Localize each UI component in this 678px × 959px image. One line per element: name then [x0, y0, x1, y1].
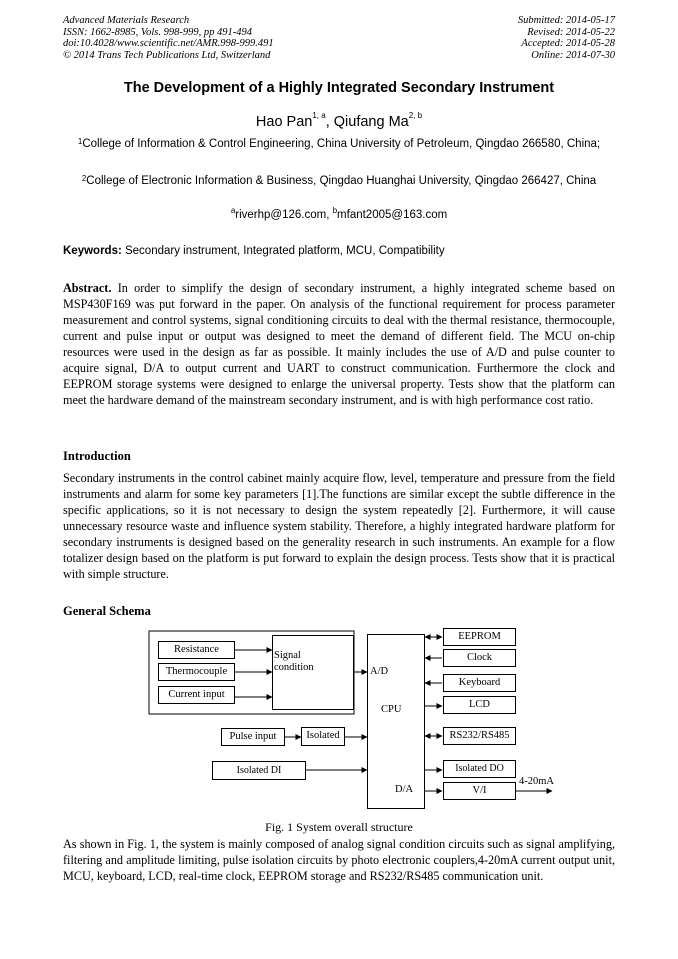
signal-condition-line-2: condition — [274, 662, 314, 673]
submitted-date: Submitted: 2014-05-17 — [517, 15, 615, 26]
current-input-box: Current input — [158, 686, 235, 704]
author-1-sup: 1, a — [312, 111, 326, 120]
da-label: D/A — [395, 784, 414, 795]
figure-caption: Fig. 1 System overall structure — [265, 820, 413, 834]
lcd-box: LCD — [443, 696, 516, 714]
author-1: Hao Pan — [255, 114, 313, 130]
revised-date: Revised: 2014-05-22 — [527, 26, 615, 38]
email-1-sup: a — [230, 206, 236, 215]
paper-title: The Development of a Highly Integrated Secondary Instrument — [123, 80, 555, 96]
eeprom-box: EEPROM — [443, 628, 516, 646]
isolated-do-box: Isolated DO — [443, 760, 516, 778]
output-label: 4-20mA — [519, 776, 554, 787]
vi-box: V/I — [443, 782, 516, 800]
introduction-heading: Introduction — [63, 449, 131, 463]
signal-condition-box — [272, 635, 354, 710]
author-2: Qiufang Ma — [333, 114, 409, 130]
schema-text: As shown in Fig. 1, the system is mainly composed of analog signal condition circuits such as signal amplifying, filtering and amplitude limiting, pulse isolation circuits by photo electronic couplers,4-20mA current output unit, MCU, keyboard, LCD, real-time clock, EEPROM storage and RS232/RS485 communication unit. — [63, 837, 615, 883]
issn: ISSN: 1662-8985, Vols. 998-999, pp 491-494 — [63, 26, 252, 38]
journal-name: Advanced Materials Research — [63, 15, 190, 26]
isolated-box: Isolated — [301, 727, 345, 746]
accepted-date: Accepted: 2014-05-28 — [521, 38, 615, 49]
thermocouple-box: Thermocouple — [158, 663, 235, 681]
cpu-box — [367, 634, 425, 809]
affiliation-2-sup: 2 — [81, 174, 87, 183]
cpu-label: CPU — [381, 704, 402, 715]
email-2-sup: b — [332, 206, 338, 215]
author-separator: , — [325, 114, 334, 130]
introduction-text: Secondary instruments in the control cabinet mainly acquire flow, level, temperature and pressure from the field instruments and alarm for some key parameters [1].The functions are similar except the subtle difference in the specific applications, so it is not necessary to design the system repeatedly [2]. Furthermore, it will cause unnecessary resource waste and influence system stability. Therefore, a highly integrated hardware platform for secondary instruments is designed based on the generality research in such instruments. An example for a flow totalizer design based on the platform is put forward to explain the design process. Tests show that it is practical with simple structure. — [63, 471, 615, 581]
affiliation-2-text: College of Electronic Information & Business, Qingdao Huanghai University, Qingdao 266427, China — [86, 175, 597, 187]
affiliation-1-text: College of Information & Control Engineering, China University of Petroleum, Qingdao 266580, China; — [82, 138, 601, 150]
online-date: Online: 2014-07-30 — [531, 49, 615, 61]
keywords-label: Keywords: — [63, 245, 122, 257]
keywords-text: Secondary instrument, Integrated platform, MCU, Compatibility — [121, 245, 445, 257]
pulse-input-box: Pulse input — [221, 728, 285, 746]
ad-label: A/D — [370, 666, 389, 677]
copyright: © 2014 Trans Tech Publications Ltd, Switzerland — [63, 49, 271, 61]
abstract-label: Abstract. — [63, 281, 112, 295]
resistance-box: Resistance — [158, 641, 235, 659]
email-2: mfant2005@163.com — [337, 209, 448, 221]
signal-condition-line-1: Signal — [274, 650, 301, 661]
rs232-rs485-box: RS232/RS485 — [443, 727, 516, 745]
isolated-di-box: Isolated DI — [212, 761, 306, 780]
doi: doi:10.4028/www.scientific.net/AMR.998-999.491 — [63, 38, 274, 49]
author-2-sup: 2, b — [408, 111, 423, 120]
affiliation-1-sup: 1 — [77, 137, 83, 146]
abstract-text: In order to simplify the design of secondary instrument, a highly integrated scheme based on MSP430F169 was put forward in the paper. On analysis of the functional requirement for process parameter measurement and control systems, signal conditioning circuits to deal with the thermal resistance, thermocouple, current and pulse input or output was designed to meet the demand of different field. The MCU on-chip resources were used in the design as far as possible. It mainly includes the use of A/D and pulse counter to acquire signal, D/A to output current and UART to construct communication. Furthermore the clock and EEPROM storage systems were designed to enlarge the universal property. Tests show that the platform can meet the hardware demand of the mainstream secondary instrument, and is with high performance cost ratio. — [63, 281, 615, 407]
keyboard-box: Keyboard — [443, 674, 516, 692]
email-1: riverhp@126.com, — [235, 209, 333, 221]
clock-box: Clock — [443, 649, 516, 667]
general-schema-heading: General Schema — [63, 604, 151, 618]
